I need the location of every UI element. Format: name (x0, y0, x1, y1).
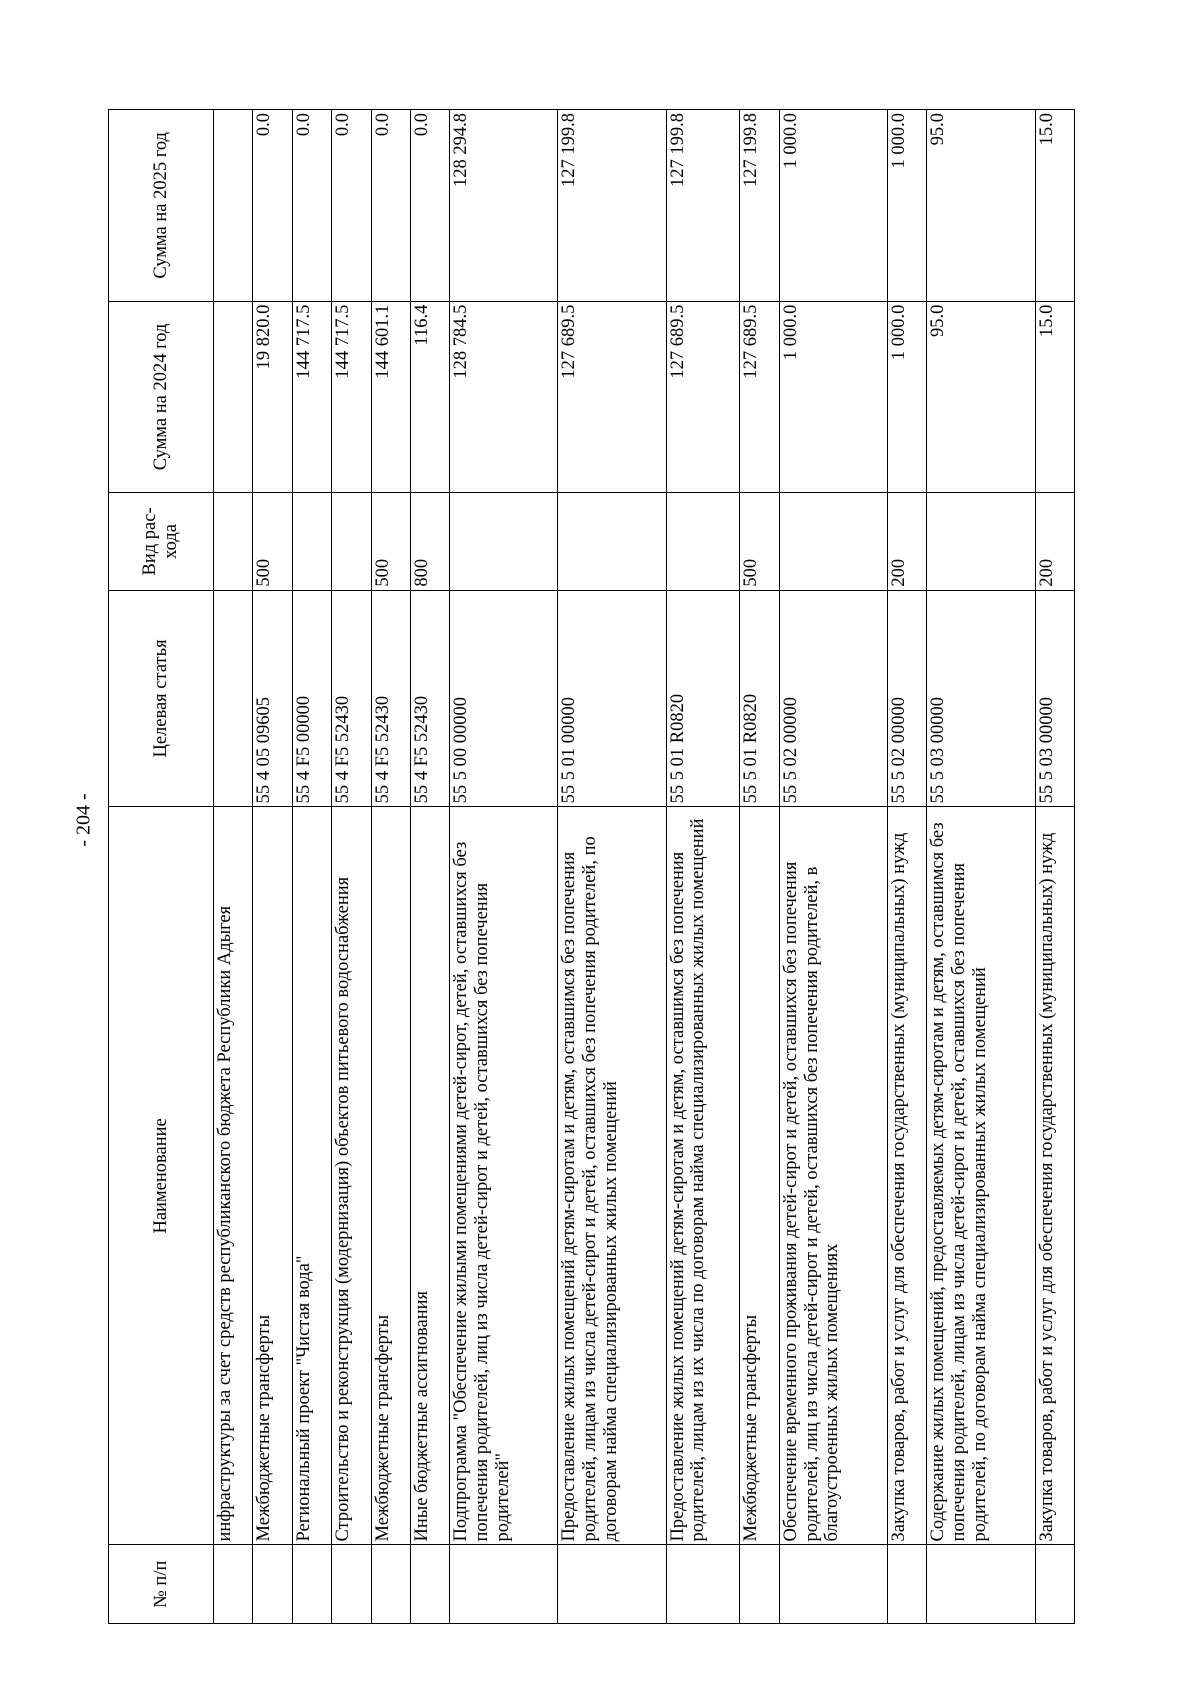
cell-no (927, 1545, 1035, 1624)
cell-no (410, 1545, 449, 1624)
cell-sum-2024: 1 000.0 (887, 301, 926, 493)
cell-code: 55 5 01 R0820 (666, 590, 740, 807)
cell-code: 55 5 02 00000 (779, 590, 887, 807)
cell-sum-2024: 128 784.5 (450, 301, 558, 493)
header-code: Целевая статья (109, 590, 214, 807)
cell-sum-2025: 95.0 (927, 110, 1035, 302)
header-row (109, 110, 214, 1624)
cell-sum-2024: 116.4 (410, 301, 449, 493)
cell-sum-2024 (214, 301, 253, 493)
cell-code: 55 4 F5 52430 (371, 590, 410, 807)
cell-no (371, 1545, 410, 1624)
cell-no (292, 1545, 331, 1624)
cell-sum-2025: 0.0 (292, 110, 331, 302)
table-row (740, 110, 779, 1624)
table-row (371, 110, 410, 1624)
cell-kind (666, 493, 740, 590)
header-name: Наименование (109, 807, 214, 1545)
cell-code: 55 5 03 00000 (1035, 590, 1074, 807)
cell-kind: 200 (1035, 493, 1074, 590)
table-row (1035, 110, 1074, 1624)
cell-name: Закупка товаров, работ и услуг для обеспечения государственных (муниципальных) нужд (887, 807, 926, 1545)
cell-sum-2024: 127 689.5 (740, 301, 779, 493)
cell-kind: 500 (740, 493, 779, 590)
cell-sum-2024: 127 689.5 (666, 301, 740, 493)
cell-no (779, 1545, 887, 1624)
cell-kind (927, 493, 1035, 590)
cell-name: Содержание жилых помещений, предоставляемых детям-сиротам и детям, оставшимся без попечения родителей, лицам из числа детей-сирот и детей, оставшихся без попечения родителей, по договорам найма специализированных жилых помещений (927, 807, 1035, 1545)
cell-sum-2025: 1 000.0 (887, 110, 926, 302)
cell-sum-2024: 95.0 (927, 301, 1035, 493)
cell-name: Предоставление жилых помещений детям-сиротам и детям, оставшимся без попечения родителей, лицам из их числа по договорам найма специализированных жилых помещений (666, 807, 740, 1545)
cell-sum-2025: 15.0 (1035, 110, 1074, 302)
cell-kind (214, 493, 253, 590)
cell-no (887, 1545, 926, 1624)
table-row (410, 110, 449, 1624)
rotated-page-content (108, 109, 1075, 1624)
cell-sum-2025: 0.0 (410, 110, 449, 302)
cell-kind: 500 (253, 493, 292, 590)
cell-sum-2025: 128 294.8 (450, 110, 558, 302)
table-row (332, 110, 371, 1624)
cell-sum-2025: 127 199.8 (740, 110, 779, 302)
table-row (927, 110, 1035, 1624)
page-number: - 204 - (72, 793, 95, 847)
cell-sum-2025 (214, 110, 253, 302)
cell-name: Региональный проект "Чистая вода" (292, 807, 331, 1545)
cell-sum-2025: 1 000.0 (779, 110, 887, 302)
cell-sum-2024: 15.0 (1035, 301, 1074, 493)
cell-name: Закупка товаров, работ и услуг для обеспечения государственных (муниципальных) нужд (1035, 807, 1074, 1545)
cell-no (558, 1545, 666, 1624)
header-sum-2025: Сумма на 2025 год (109, 110, 214, 302)
cell-code: 55 4 05 09605 (253, 590, 292, 807)
cell-sum-2025: 0.0 (371, 110, 410, 302)
cell-code: 55 4 F5 52430 (332, 590, 371, 807)
budget-table (108, 109, 1075, 1624)
cell-name: Предоставление жилых помещений детям-сиротам и детям, оставшимся без попечения родителей, лицам из числа детей-сирот и детей, оставшихся без попечения родителей, по договорам найма специализированных жилых помещений (558, 807, 666, 1545)
cell-code: 55 4 F5 52430 (410, 590, 449, 807)
cell-no (214, 1545, 253, 1624)
cell-name: Строительство и реконструкция (модернизация) объектов питьевого водоснабжения (332, 807, 371, 1545)
cell-no (253, 1545, 292, 1624)
table-row (887, 110, 926, 1624)
cell-sum-2024: 1 000.0 (779, 301, 887, 493)
cell-no (332, 1545, 371, 1624)
cell-name: Межбюджетные трансферты (253, 807, 292, 1545)
table-row (292, 110, 331, 1624)
cell-code: 55 5 00 00000 (450, 590, 558, 807)
cell-name: Иные бюджетные ассигнования (410, 807, 449, 1545)
cell-kind (332, 493, 371, 590)
cell-no (450, 1545, 558, 1624)
cell-kind: 500 (371, 493, 410, 590)
cell-code: 55 5 03 00000 (927, 590, 1035, 807)
cell-code (214, 590, 253, 807)
table-body (214, 110, 1075, 1624)
table-row (253, 110, 292, 1624)
cell-name: инфраструктуры за счет средств республиканского бюджета Республики Адыгея (214, 807, 253, 1545)
cell-sum-2024: 144 717.5 (332, 301, 371, 493)
cell-code: 55 5 02 00000 (887, 590, 926, 807)
cell-sum-2025: 127 199.8 (666, 110, 740, 302)
table-row (450, 110, 558, 1624)
cell-sum-2025: 127 199.8 (558, 110, 666, 302)
cell-sum-2024: 144 717.5 (292, 301, 331, 493)
cell-sum-2025: 0.0 (332, 110, 371, 302)
cell-no (740, 1545, 779, 1624)
cell-code: 55 5 01 R0820 (740, 590, 779, 807)
cell-kind (779, 493, 887, 590)
cell-name: Подпрограмма "Обеспечение жилыми помещениями детей-сирот, детей, оставшихся без попечения родителей, лиц из числа детей-сирот и детей, оставшихся без попечения родителей" (450, 807, 558, 1545)
cell-kind: 800 (410, 493, 449, 590)
cell-kind (558, 493, 666, 590)
cell-sum-2024: 19 820.0 (253, 301, 292, 493)
cell-sum-2024: 127 689.5 (558, 301, 666, 493)
cell-kind (292, 493, 331, 590)
cell-sum-2024: 144 601.1 (371, 301, 410, 493)
cell-name: Межбюджетные трансферты (740, 807, 779, 1545)
cell-kind (450, 493, 558, 590)
header-kind: Вид рас-хода (109, 493, 214, 590)
table-row (666, 110, 740, 1624)
table-row (779, 110, 887, 1624)
cell-sum-2025: 0.0 (253, 110, 292, 302)
table-row (214, 110, 253, 1624)
table-row (558, 110, 666, 1624)
cell-name: Межбюджетные трансферты (371, 807, 410, 1545)
cell-name: Обеспечение временного проживания детей-сирот и детей, оставшихся без попечения родителей, лиц из числа детей-сирот и детей, оставшихся без попечения родителей, в благоустроенных жилых помещениях (779, 807, 887, 1545)
header-sum-2024: Сумма на 2024 год (109, 301, 214, 493)
cell-no (666, 1545, 740, 1624)
cell-code: 55 4 F5 00000 (292, 590, 331, 807)
header-no: № п/п (109, 1545, 214, 1624)
cell-no (1035, 1545, 1074, 1624)
cell-code: 55 5 01 00000 (558, 590, 666, 807)
cell-kind: 200 (887, 493, 926, 590)
